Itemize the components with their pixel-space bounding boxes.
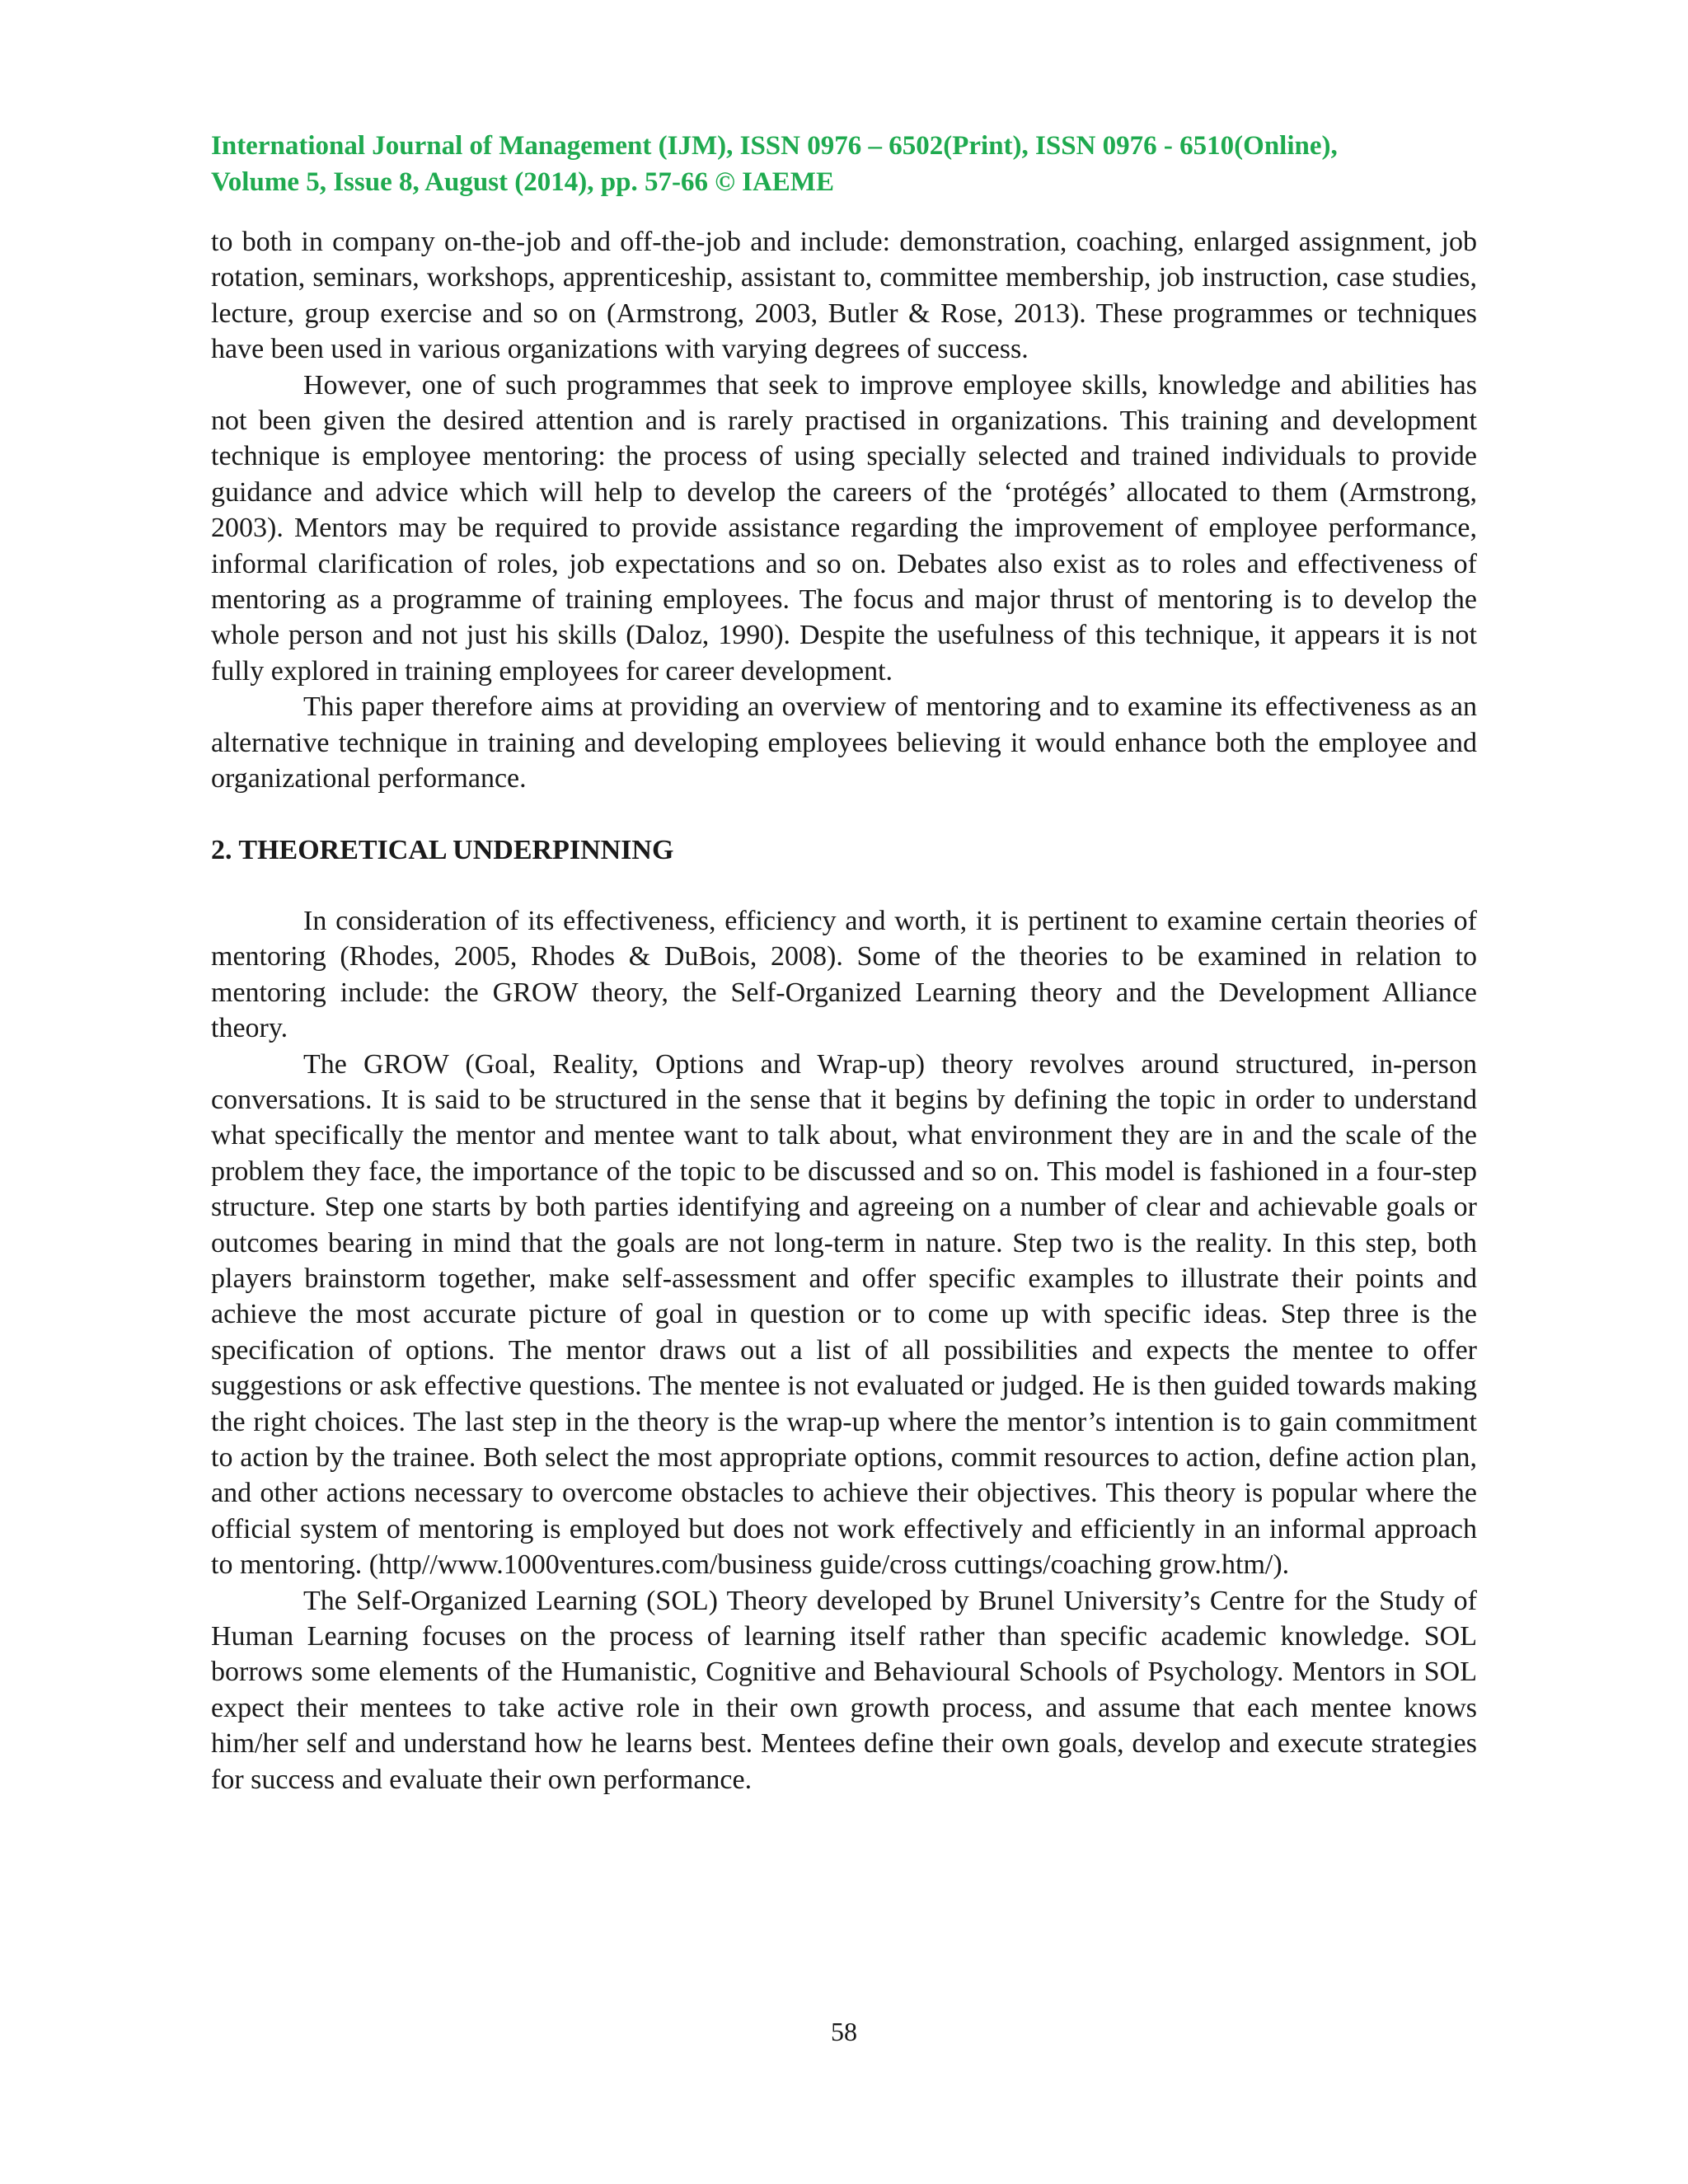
section2-paragraph-sol-theory: The Self-Organized Learning (SOL) Theory developed by Brunel University’s Centre for the Study of Human Learning focuses on the process of learning itself rather than specific academic knowledge. SOL borrows some elements of the Humanistic, Cognitive and Behavioural Schools of Psychology. Mentors in SOL expect their mentees to take active role in their own growth process, and assume that each mentee knows him/her self and understand how he learns best. Mentees define their own goals, develop and execute strategies for success and evaluate their own performance.	[211, 1585, 1477, 1795]
intro-paragraph-1: to both in company on-the-job and off-the-job and include: demonstration, coaching, enlarged assignment, job rotation, seminars, workshops, apprenticeship, assistant to, committee membership, job instruction, case studies, lecture, group exercise and so on (Armstrong, 2003, Butler & Rose, 2013). These programmes or techniques have been used in various organizations with varying degrees of success.	[211, 227, 1477, 365]
section2-paragraph-1: In consideration of its effectiveness, efficiency and worth, it is pertinent to examine certain theories of mentoring (Rhodes, 2005, Rhodes & DuBois, 2008). Some of the theories to be examined in relation to mentoring include: the GROW theory, the Self-Organized Learning theory and the Development Alliance theory.	[211, 905, 1477, 1044]
section2-paragraph-grow-theory: The GROW (Goal, Reality, Options and Wrap-up) theory revolves around structured, in-person conversations. It is said to be structured in the sense that it begins by defining the topic in order to understand what specifically the mentor and mentee want to talk about, what environment they are in and the scale of the problem they face, the importance of the topic to be discussed and so on. This model is fashioned in a four-step structure. Step one starts by both parties identifying and agreeing on a number of clear and achievable goals or outcomes bearing in mind that the goals are not long-term in nature. Step two is the reality. In this step, both players brainstorm together, make self-assessment and offer specific examples to illustrate their points and achieve the most accurate picture of goal in question or to come up with specific ideas. Step three is the specification of options. The mentor draws out a list of all possibilities and expects the mentee to offer suggestions or ask effective questions. The mentee is not evaluated or judged. He is then guided towards making the right choices. The last step in the theory is the wrap-up where the mentor’s intention is to gain commitment to action by the trainee. Both select the most appropriate options, commit resources to action, define action plan, and other actions necessary to overcome obstacles to achieve their objectives. This theory is popular where the official system of mentoring is employed but does not work effectively and efficiently in an informal approach to mentoring. (http//www.1000ventures.com/business guide/cross cuttings/coaching grow.htm/).	[211, 1048, 1477, 1581]
intro-paragraph-3: This paper therefore aims at providing an overview of mentoring and to examine its effectiveness as an alternative technique in training and developing employees believing it would enhance both the employee and organizational performance.	[211, 691, 1477, 794]
journal-running-header	[211, 128, 1477, 200]
journal-header-line-2: Volume 5, Issue 8, August (2014), pp. 57-66 © IAEME	[211, 167, 834, 197]
journal-header-line-1: International Journal of Management (IJM), ISSN 0976 – 6502(Print), ISSN 0976 - 6510(Online),	[211, 131, 1338, 161]
page-number: 58	[831, 2017, 857, 2046]
document-page	[211, 0, 1477, 2184]
article-body	[211, 224, 1477, 1797]
section-heading-theoretical-underpinning: 2. THEORETICAL UNDERPINNING	[211, 834, 674, 865]
intro-paragraph-2: However, one of such programmes that seek to improve employee skills, knowledge and abilities has not been given the desired attention and is rarely practised in organizations. This training and development technique is employee mentoring: the process of using specially selected and trained individuals to provide guidance and advice which will help to develop the careers of the ‘protégés’ allocated to them (Armstrong, 2003). Mentors may be required to provide assistance regarding the improvement of employee performance, informal clarification of roles, job expectations and so on. Debates also exist as to roles and effectiveness of mentoring as a programme of training employees. The focus and major thrust of mentoring is to develop the whole person and not just his skills (Daloz, 1990). Despite the usefulness of this technique, it appears it is not fully explored in training employees for career development.	[211, 369, 1477, 687]
